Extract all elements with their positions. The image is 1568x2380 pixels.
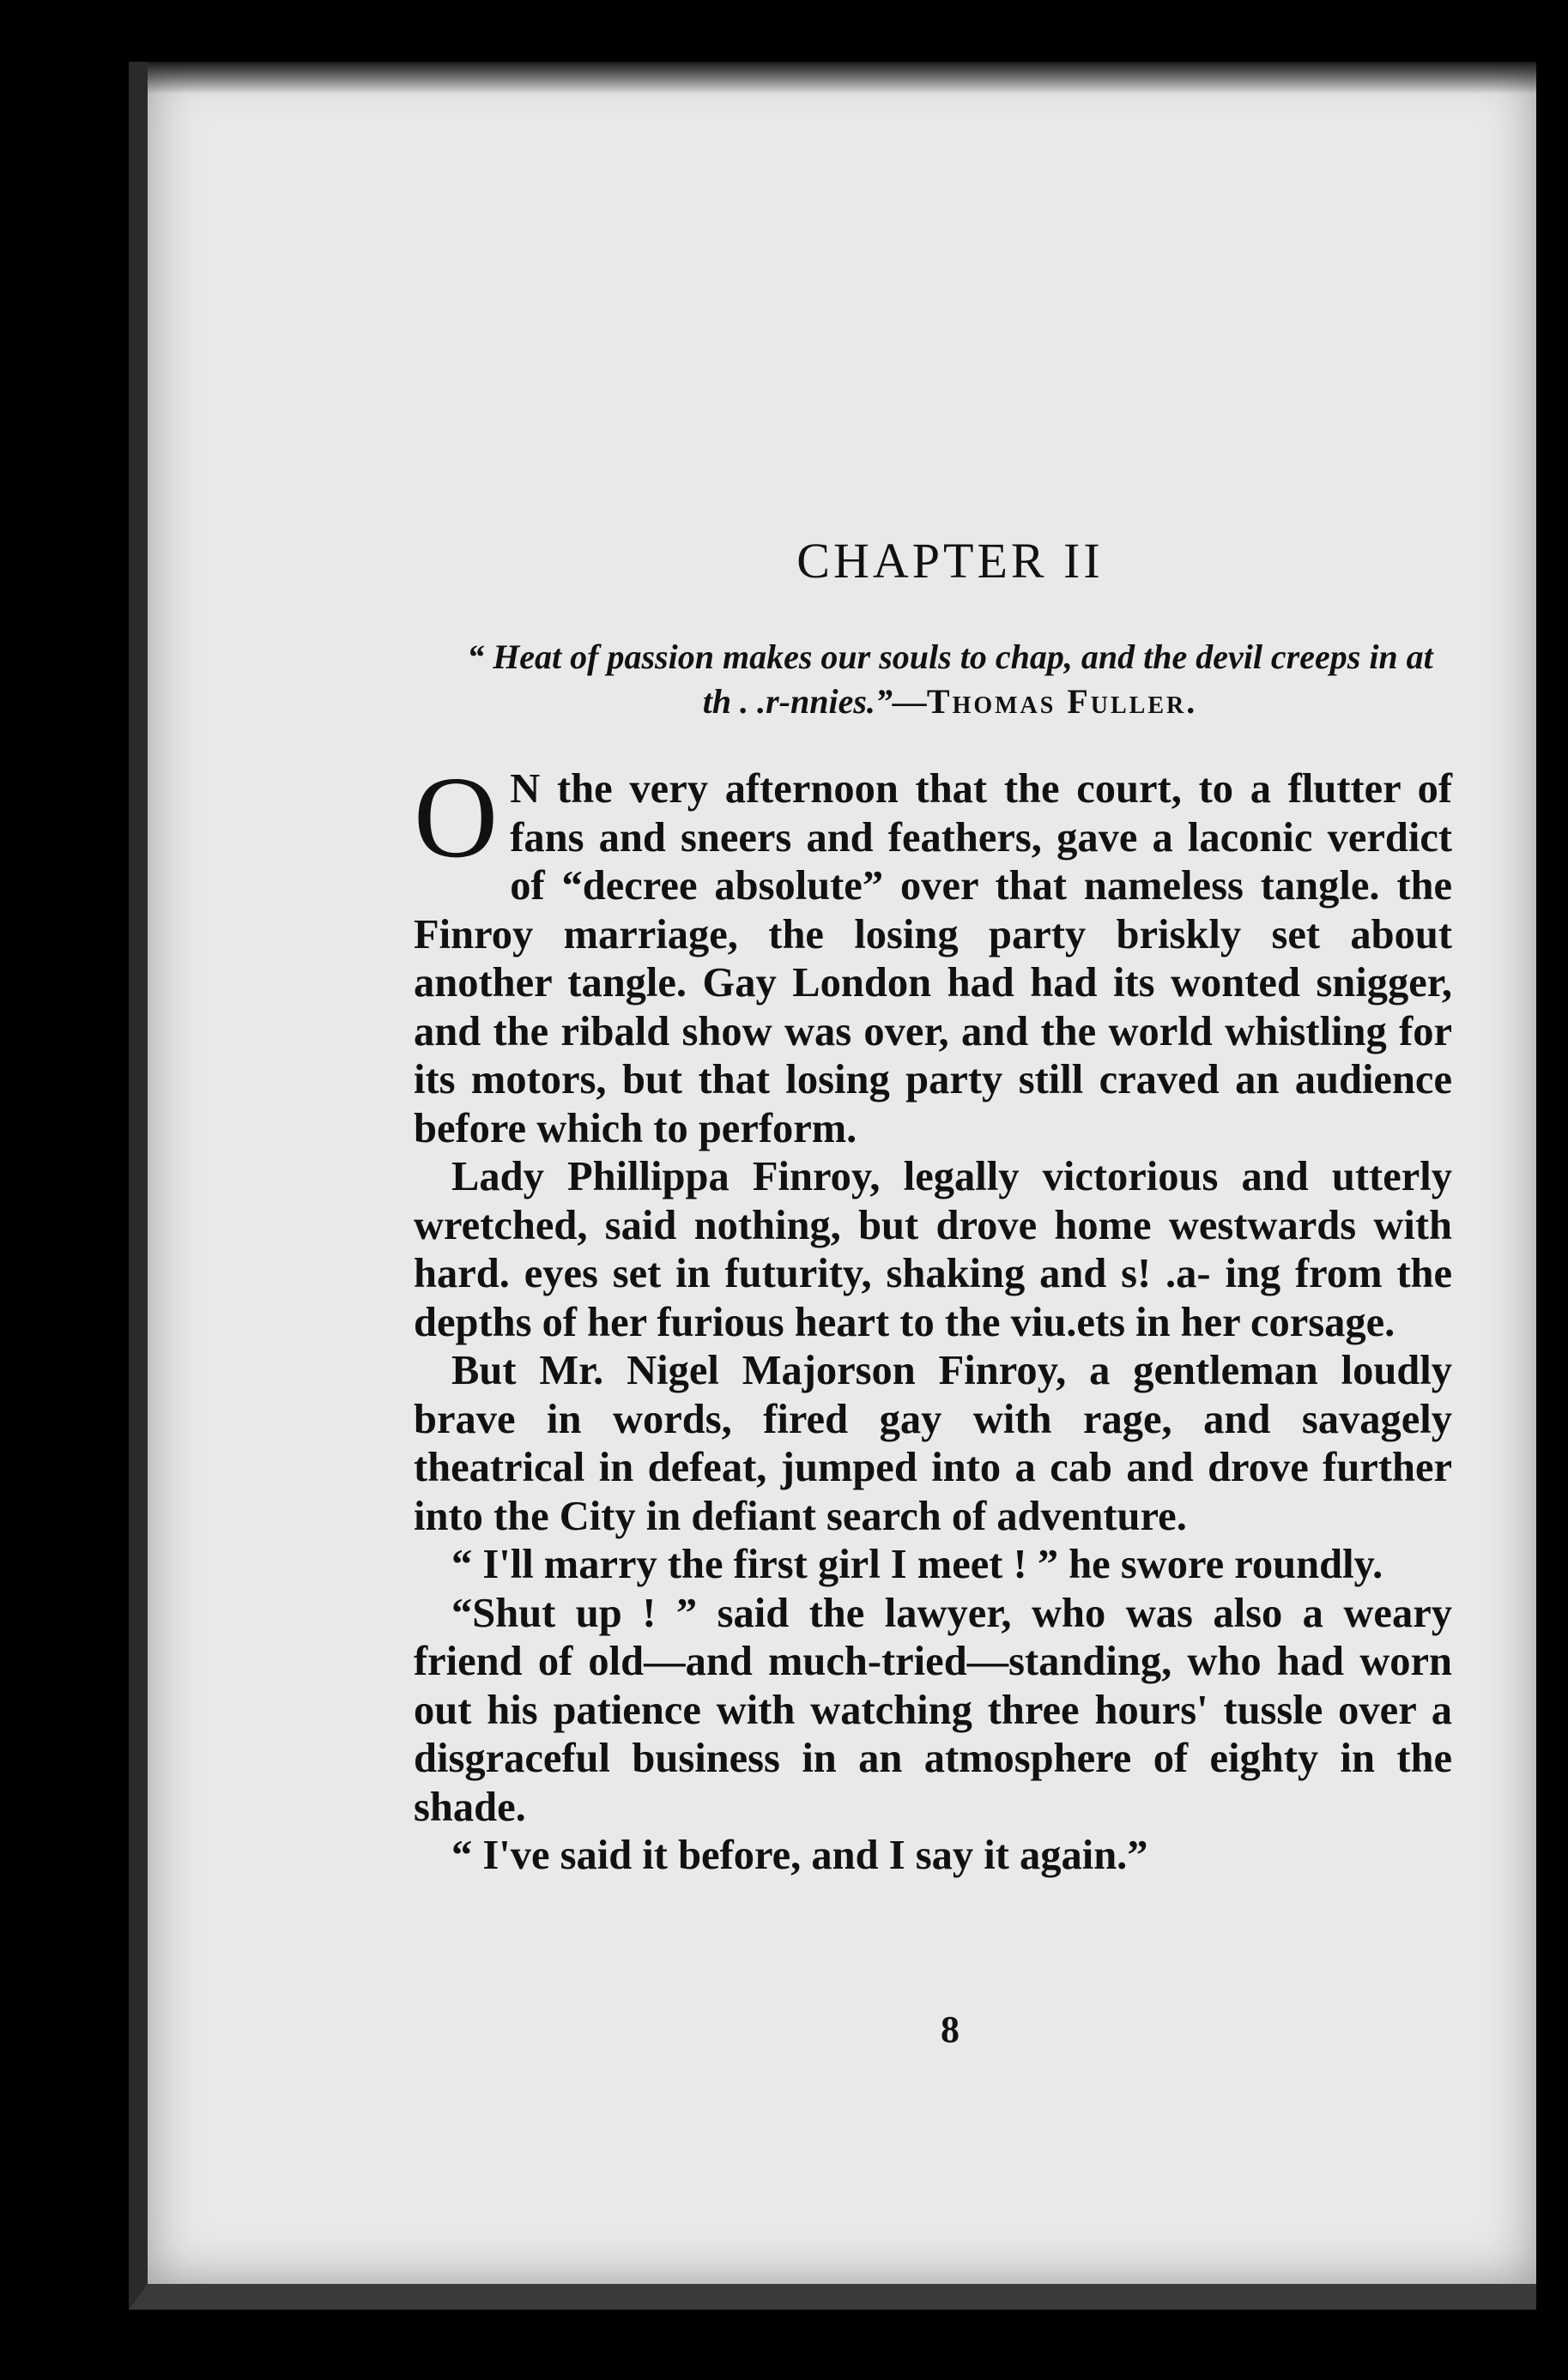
paragraph-2: Lady Phillippa Finroy, legally victorious and utterly wretched, said nothing, but drove home westwards with hard. eyes set in futurity, shaking and s! .a- ing from the depths of her furious heart to the viu.ets in her corsage. <box>414 1154 1452 1345</box>
body-text <box>414 753 1452 1881</box>
paragraph-6: “ I've said it before, and I say it again.” <box>451 1833 1148 1878</box>
epigraph-author: Thomas Fuller. <box>926 682 1198 721</box>
paragraph-1 <box>414 753 1452 1153</box>
drop-cap: O <box>414 753 499 882</box>
paragraph-5: “Shut up ! ” said the lawyer, who was also a weary friend of old—and much-tried—standing, who had worn out his patience with watching three hours' tussle over a disgraceful business in an atmosphere of eighty in the shade. <box>414 1590 1452 1830</box>
book-page <box>129 62 1536 2310</box>
paragraph-4: “ I'll marry the first girl I meet ! ” he swore roundly. <box>451 1542 1383 1587</box>
paragraph-1-text: N the very afternoon that the court, to a flutter of fans and sneers and feathers, gave a laconic verdict of “decree absolute” over that nameless tangle. the Finroy marriage, the losing party briskly set about another tangle. Gay London had had its wonted snigger, and the ribald show was over, and the world whistling for its motors, but that losing party still craved an audience before which to perform. <box>414 766 1452 1151</box>
paragraph-3: But Mr. Nigel Majorson Finroy, a gentleman loudly brave in words, fired gay with rage, and savagely theatrical in defeat, jumped into a cab and drove further into the City in defiant search of adventure. <box>414 1348 1452 1539</box>
epigraph <box>465 635 1435 724</box>
epigraph-quote: “ Heat of passion makes our souls to chap, and the devil creeps in at th . .r-nnies.”— <box>467 637 1433 721</box>
chapter-heading: CHAPTER II <box>796 533 1104 589</box>
page-number: 8 <box>941 2009 960 2051</box>
